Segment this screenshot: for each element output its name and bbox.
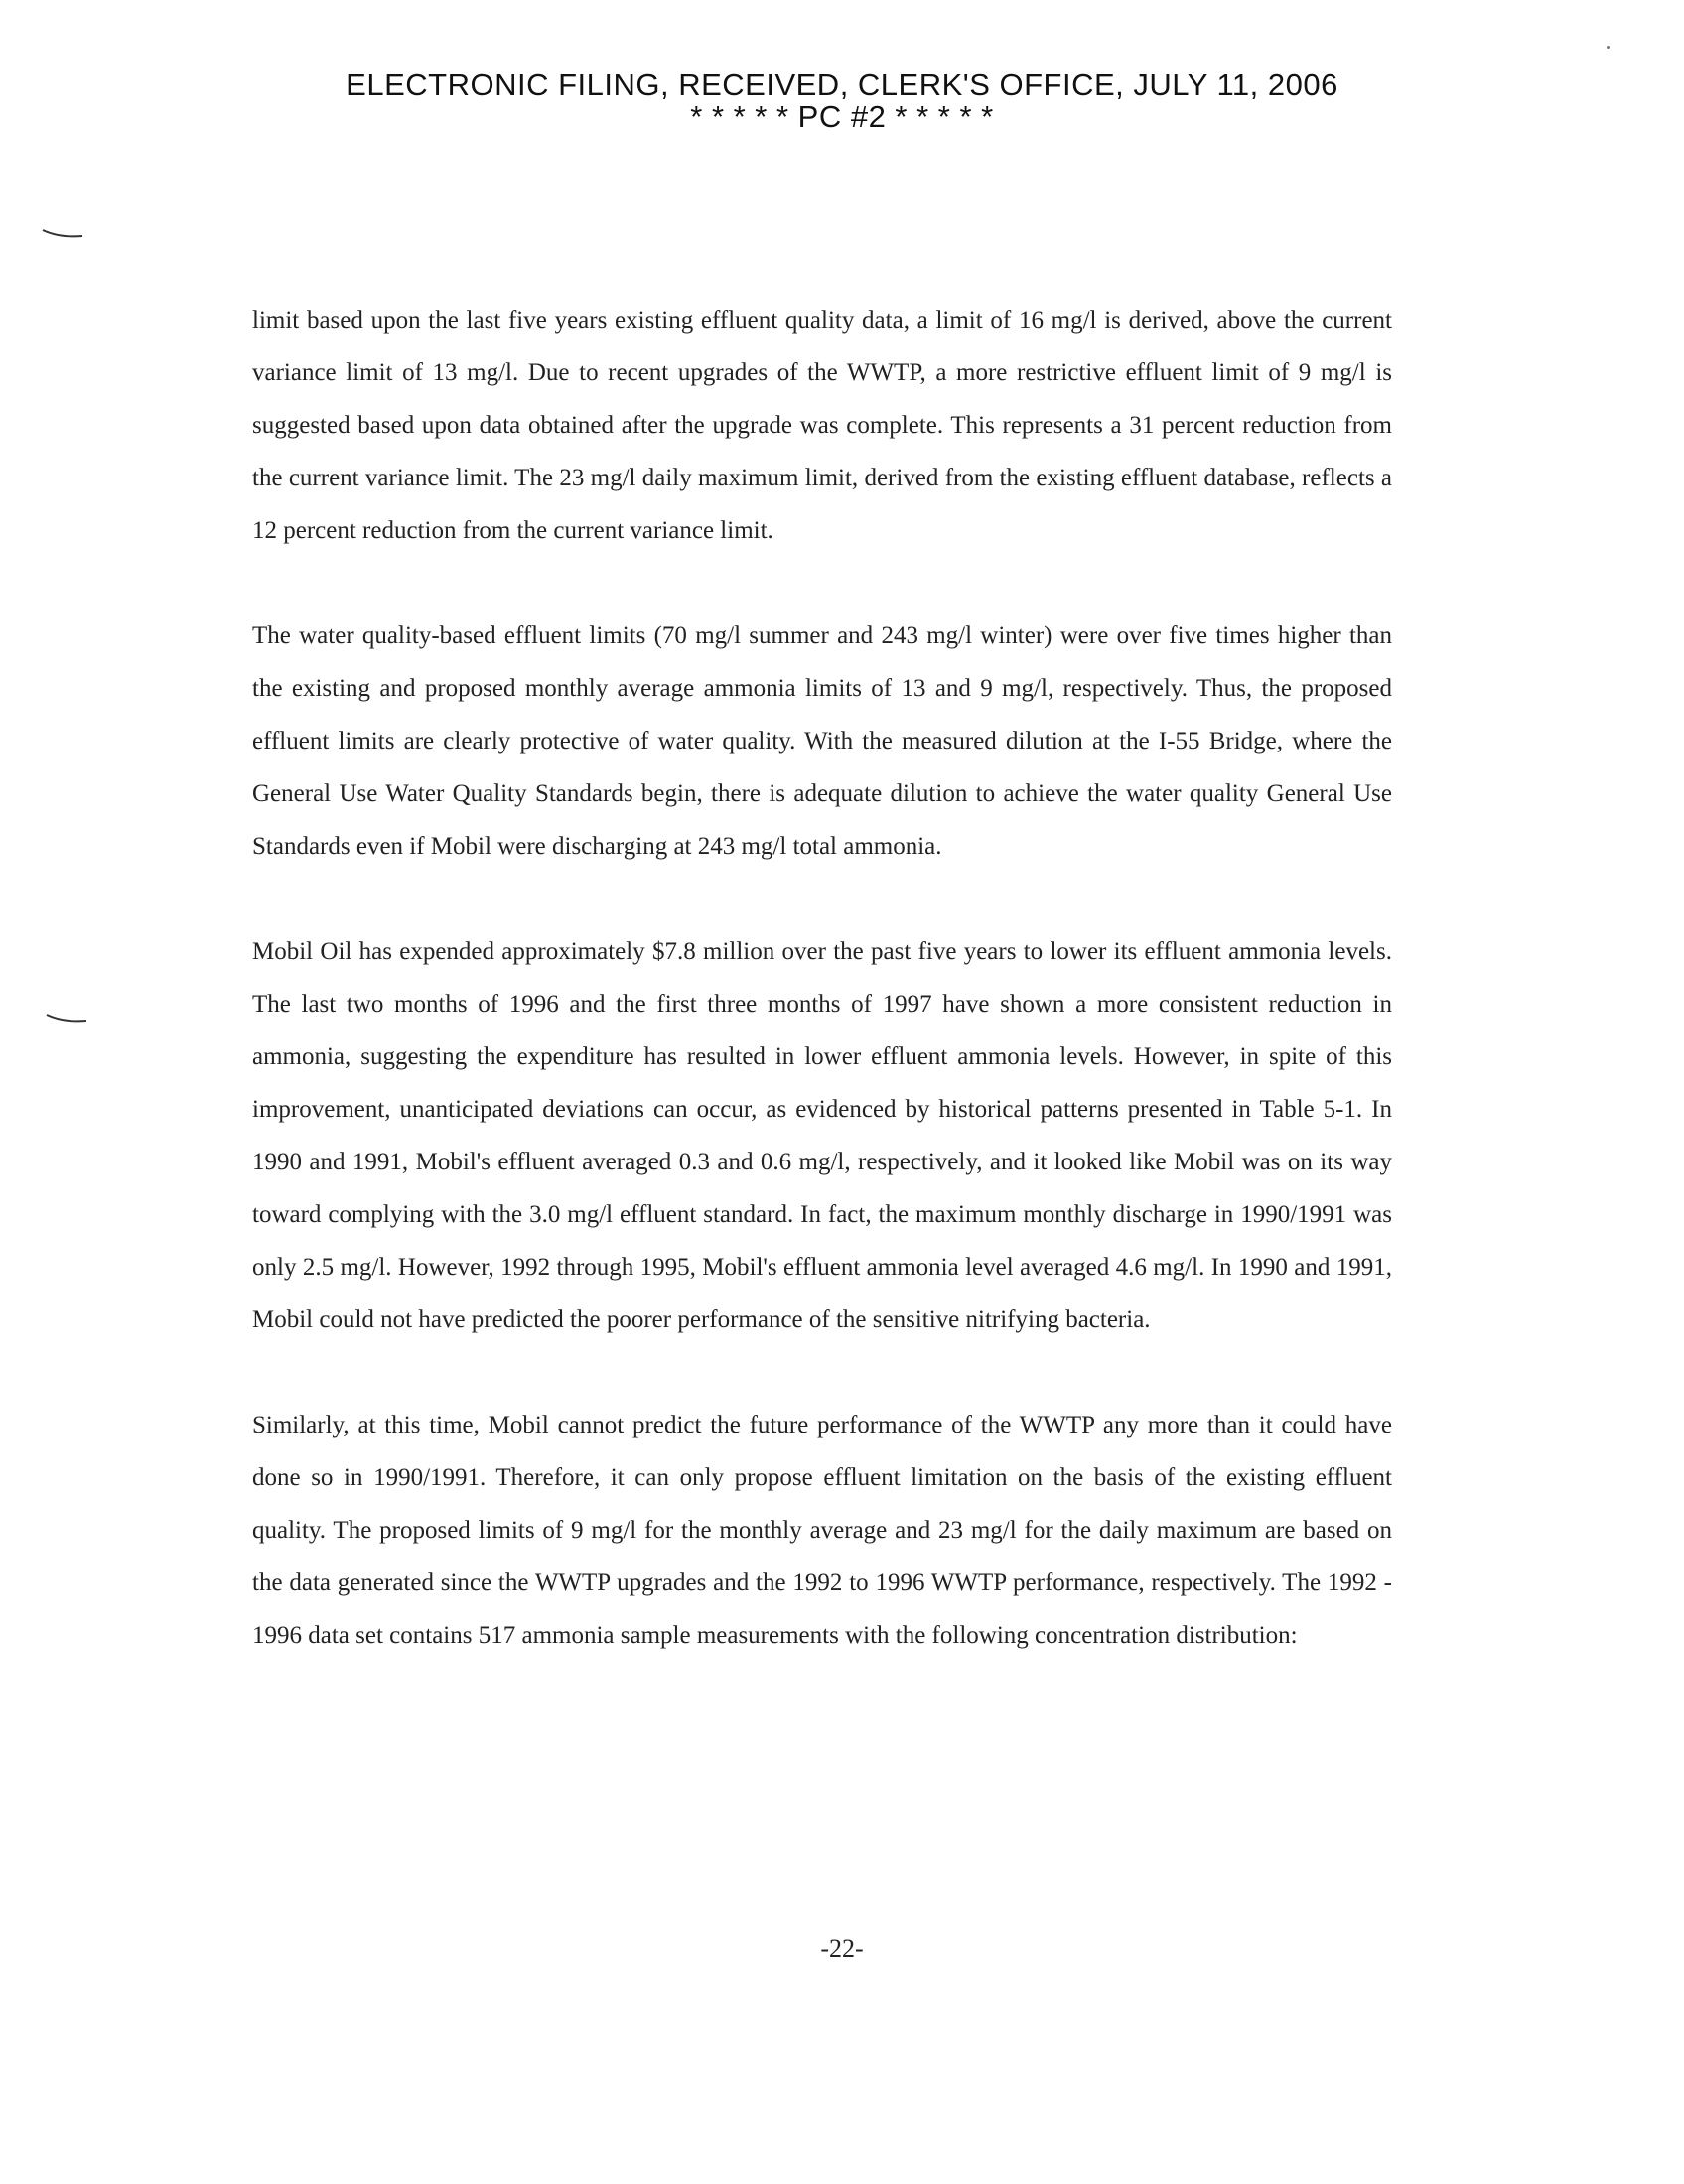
paragraph-effluent-limit-derivation: limit based upon the last five years existing effluent quality data, a limit of 16 mg/l is derived, above the current variance limit of 13 mg/l. Due to recent upgrades of the WWTP, a more restrictive effluent limit of 9 mg/l is suggested based upon data obtained after the upgrade was complete. This represents a 31 percent reduction from the current variance limit. The 23 mg/l daily maximum limit, derived from the existing effluent database, reflects a 12 percent reduction from the current variance limit. <box>252 307 1392 544</box>
binder-punch-mark <box>46 1013 87 1023</box>
paragraph-water-quality-limits: The water quality-based effluent limits (70 mg/l summer and 243 mg/l winter) were over five times higher than the existing and proposed monthly average ammonia limits of 13 and 9 mg/l, respectively. Thus, the proposed effluent limits are clearly protective of water quality. With the measured dilution at the I-55 Bridge, where the General Use Water Quality Standards begin, there is adequate dilution to achieve the water quality General Use Standards even if Mobil were discharging at 243 mg/l total ammonia. <box>252 622 1392 860</box>
paragraph-proposed-limits: Similarly, at this time, Mobil cannot predict the future performance of the WWTP any more than it could have done so in 1990/1991. Therefore, it can only propose effluent limitation on the basis of the existing effluent quality. The proposed limits of 9 mg/l for the monthly average and 23 mg/l for the daily maximum are based on the data generated since the WWTP upgrades and the 1992 to 1996 WWTP performance, respectively. The 1992 - 1996 data set contains 517 ammonia sample measurements with the following concentration distribution: <box>252 1412 1392 1649</box>
paragraph-mobil-expenditure: Mobil Oil has expended approximately $7.8 million over the past five years to lower its effluent ammonia levels. The last two months of 1996 and the first three months of 1997 have shown a more consistent reduction in ammonia, suggesting the expenditure has resulted in lower effluent ammonia levels. However, in spite of this improvement, unanticipated deviations can occur, as evidenced by historical patterns presented in Table 5-1. In 1990 and 1991, Mobil's effluent averaged 0.3 and 0.6 mg/l, respectively, and it looked like Mobil was on its way toward complying with the 3.0 mg/l effluent standard. In fact, the maximum monthly discharge in 1990/1991 was only 2.5 mg/l. However, 1992 through 1995, Mobil's effluent ammonia level averaged 4.6 mg/l. In 1990 and 1991, Mobil could not have predicted the poorer performance of the sensitive nitrifying bacteria. <box>252 938 1392 1333</box>
filing-stamp-line: ELECTRONIC FILING, RECEIVED, CLERK'S OFFICE, JULY 11, 2006 <box>346 68 1338 102</box>
page-number: -22- <box>820 1934 864 1963</box>
binder-punch-mark <box>42 228 83 238</box>
scan-speck <box>1607 46 1610 49</box>
public-comment-label: * * * * * PC #2 * * * * * <box>690 99 994 134</box>
document-body <box>252 294 1392 1714</box>
